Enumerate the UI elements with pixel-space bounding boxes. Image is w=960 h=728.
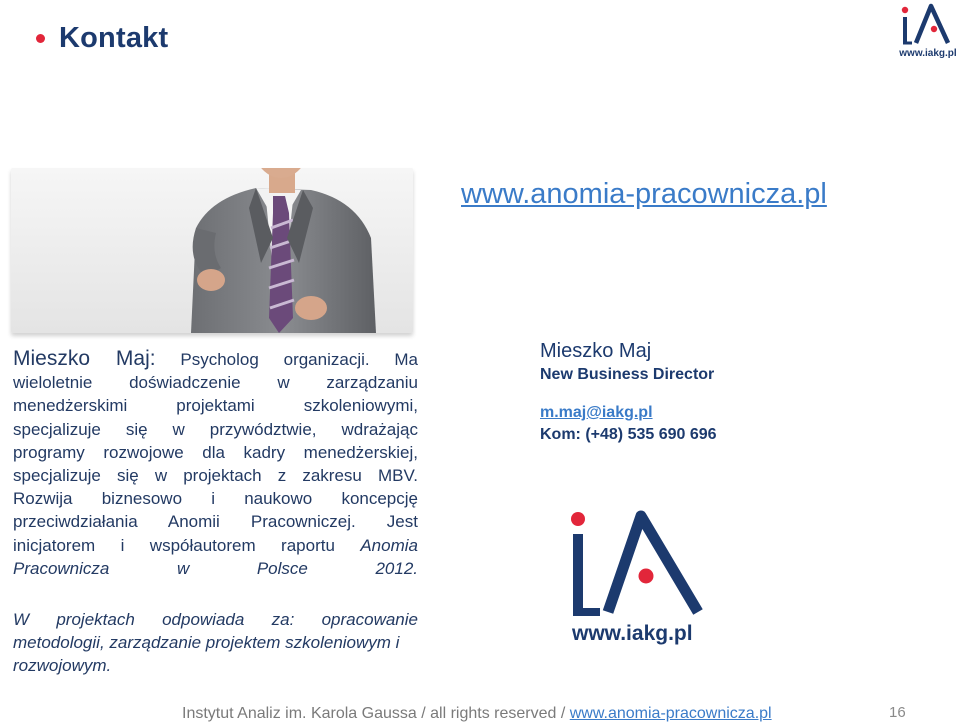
responsibilities-paragraph <box>13 608 418 678</box>
bio-line-8: przeciwdziałania Anomii Pracowniczej. Jest <box>13 512 418 532</box>
resp-line-2: metodologii, zarządzanie projektem szkoleniowym i <box>13 633 400 653</box>
footer <box>182 705 772 723</box>
bio-line-5: programy rozwojowe dla kadry menedżerskiej, <box>13 442 418 462</box>
footer-text: Instytut Analiz im. Karola Gaussa / all rights reserved / <box>182 705 566 722</box>
website-link[interactable]: www.anomia-pracownicza.pl <box>461 178 827 210</box>
bio-line-10: Pracownicza w Polsce 2012. <box>13 558 418 578</box>
iakg-logo-mark-icon <box>898 2 958 48</box>
bio-line-3: menedżerskimi projektami szkoleniowymi, <box>13 396 418 416</box>
logo-big-caption: www.iakg.pl <box>572 622 693 645</box>
bullet-dot <box>36 34 45 43</box>
contact-block <box>540 340 717 444</box>
bio-line-2: wieloletnie doświadczenie w zarządzaniu <box>13 373 418 393</box>
person-photo-image <box>11 168 413 333</box>
page-number: 16 <box>889 704 906 721</box>
iakg-logo-big <box>566 508 706 618</box>
bio-paragraph <box>13 347 418 580</box>
person-photo <box>11 168 413 333</box>
iakg-logo-small <box>898 2 958 64</box>
bio-line-9: inicjatorem i współautorem raportu Anomia <box>13 535 418 555</box>
bio-line-7: Rozwija biznesowo i naukowo koncepcję <box>13 489 418 509</box>
slide-title <box>36 22 168 55</box>
resp-line-1: W projektach odpowiada za: opracowanie <box>13 610 418 629</box>
contact-phone: Kom: (+48) 535 690 696 <box>540 426 717 443</box>
contact-email-link[interactable]: m.maj@iakg.pl <box>540 404 653 421</box>
resp-line-3: rozwojowym. <box>13 656 112 676</box>
bio-name: Mieszko Maj: <box>13 347 156 370</box>
contact-role: New Business Director <box>540 366 715 383</box>
bio-line-1: Mieszko Maj: Psycholog organizacji. Ma <box>13 347 418 370</box>
bio-line-6: specjalizuje się w projektach z zakresu MBV. <box>13 466 418 486</box>
footer-link[interactable]: www.anomia-pracownicza.pl <box>569 705 772 722</box>
logo-small-caption: www.iakg.pl <box>899 48 957 59</box>
slide-title-text: Kontakt <box>59 22 169 54</box>
iakg-logo-big-mark-icon <box>566 508 706 618</box>
bio-line-4: specjalizuje się w przywództwie, wdrażając <box>13 419 418 439</box>
contact-name: Mieszko Maj <box>540 340 652 362</box>
